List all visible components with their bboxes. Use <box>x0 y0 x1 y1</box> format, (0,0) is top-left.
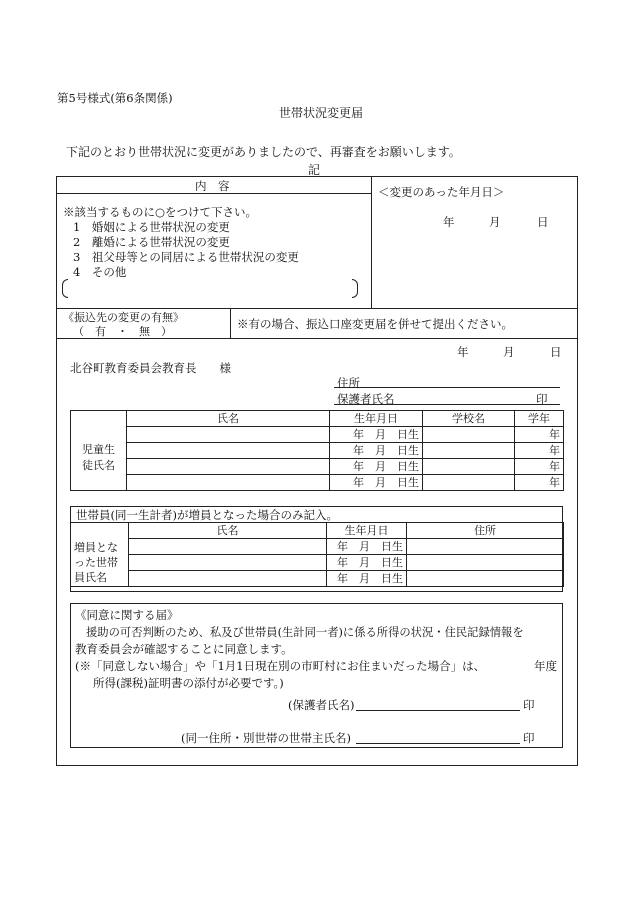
table-row <box>71 459 564 475</box>
consent-guardian-seal: 印 <box>523 698 535 712</box>
consent-line-1: 援助の可否判断のため、私及び世帯員(生計同一者)に係る所得の状況・住民記録情報を <box>86 626 524 639</box>
household-caption: 世帯員(同一生計者)が増員となった場合のみ記入。 <box>76 508 338 522</box>
transfer-divider <box>230 308 231 338</box>
student-birth-cell[interactable]: 年 月 日生 <box>330 427 423 443</box>
consent-guardian-label: (保護者氏名) <box>288 698 355 712</box>
household-name-cell[interactable] <box>129 571 327 587</box>
students-table <box>70 410 564 491</box>
student-grade-cell[interactable]: 年 <box>515 475 564 491</box>
submit-year[interactable]: 年 <box>457 345 469 359</box>
household-name-cell[interactable] <box>129 539 327 555</box>
student-grade-cell[interactable]: 年 <box>515 427 564 443</box>
form-number: 第5号様式(第6条関係) <box>57 91 173 105</box>
page-title: 世帯状況変更届 <box>279 106 364 120</box>
students-corner <box>71 411 127 427</box>
student-school-cell[interactable] <box>423 459 515 475</box>
student-name-cell[interactable] <box>127 475 330 491</box>
students-header-school: 学校名 <box>423 411 515 427</box>
content-divider <box>371 176 372 308</box>
consent-head-seal: 印 <box>523 731 535 745</box>
content-header: 内 容 <box>195 179 230 193</box>
student-name-cell[interactable] <box>127 459 330 475</box>
consent-head-input[interactable] <box>356 743 520 744</box>
ki-label: 記 <box>308 163 321 177</box>
household-table <box>70 522 564 587</box>
household-corner <box>71 523 129 539</box>
transfer-note: ※有の場合、振込口座変更届を併せて提出ください。 <box>237 317 513 331</box>
student-name-cell[interactable] <box>127 427 330 443</box>
change-date-day[interactable]: 日 <box>537 215 549 229</box>
consent-line-4: 所得(課税)証明書の添付が必要です。) <box>93 676 284 690</box>
table-row <box>71 571 564 587</box>
guardian-input[interactable] <box>334 404 560 405</box>
consent-line-2: 教育委員会が確認することに同意します。 <box>75 642 293 656</box>
students-header-grade: 学年 <box>515 411 564 427</box>
table-row <box>71 555 564 571</box>
guardian-label: 保護者氏名 <box>337 392 395 406</box>
household-address-cell[interactable] <box>407 555 564 571</box>
change-date-month[interactable]: 月 <box>489 215 501 229</box>
household-side-label: 増員とな った世帯 員氏名 <box>71 539 129 587</box>
household-birth-cell[interactable]: 年 月 日生 <box>327 555 407 571</box>
household-header-address: 住所 <box>407 523 564 539</box>
submit-month[interactable]: 月 <box>503 345 515 359</box>
content-item-1[interactable]: 1 婚姻による世帯状況の変更 <box>73 220 230 234</box>
submit-day[interactable]: 日 <box>550 345 562 359</box>
address-input[interactable] <box>334 387 560 388</box>
other-bracket-left <box>62 279 68 298</box>
content-item-2[interactable]: 2 離婚による世帯状況の変更 <box>73 235 230 249</box>
student-school-cell[interactable] <box>423 443 515 459</box>
household-header-birth: 生年月日 <box>327 523 407 539</box>
household-header-name: 氏名 <box>129 523 327 539</box>
table-row <box>71 539 564 555</box>
table-row <box>71 475 564 491</box>
consent-line-3: (※「同意しない場合」や「1月1日現在別の市町村にお住まいだった場合」は、 <box>75 659 486 673</box>
students-header-name: 氏名 <box>127 411 330 427</box>
consent-head-label: (同一住所・別世帯の世帯主氏名) <box>181 731 351 745</box>
other-input[interactable] <box>70 280 350 297</box>
student-school-cell[interactable] <box>423 427 515 443</box>
student-name-cell[interactable] <box>127 443 330 459</box>
change-date-year[interactable]: 年 <box>443 215 455 229</box>
household-birth-cell[interactable]: 年 月 日生 <box>327 571 407 587</box>
addressee: 北谷町教育委員会教育長 様 <box>70 361 231 375</box>
content-item-4[interactable]: 4 その他 <box>73 265 127 279</box>
seal-mark: 印 <box>536 392 548 406</box>
household-address-cell[interactable] <box>407 539 564 555</box>
household-birth-cell[interactable]: 年 月 日生 <box>327 539 407 555</box>
students-side-label: 児童生 徒氏名 <box>71 427 127 491</box>
content-item-3[interactable]: 3 祖父母等との同居による世帯状況の変更 <box>73 250 299 264</box>
consent-title: 《同意に関する届》 <box>75 608 179 622</box>
address-label: 住所 <box>337 376 360 390</box>
student-school-cell[interactable] <box>423 475 515 491</box>
intro-text: 下記のとおり世帯状況に変更がありましたので、再審査をお願いします。 <box>66 145 461 159</box>
consent-guardian-input[interactable] <box>356 710 520 711</box>
content-instruction: ※該当するものに○をつけて下さい。 <box>63 205 258 219</box>
students-header-birth: 生年月日 <box>330 411 423 427</box>
table-row <box>71 427 564 443</box>
other-bracket-right <box>352 279 358 298</box>
student-grade-cell[interactable]: 年 <box>515 459 564 475</box>
change-date-header: ＜変更のあった年月日＞ <box>378 185 505 199</box>
consent-year-label: 年度 <box>534 659 557 673</box>
student-birth-cell[interactable]: 年 月 日生 <box>330 459 423 475</box>
table-row <box>71 443 564 459</box>
household-name-cell[interactable] <box>129 555 327 571</box>
student-birth-cell[interactable]: 年 月 日生 <box>330 475 423 491</box>
transfer-options[interactable]: （ 有 ・ 無 ） <box>73 325 172 338</box>
student-grade-cell[interactable]: 年 <box>515 443 564 459</box>
household-address-cell[interactable] <box>407 571 564 587</box>
transfer-label: 《振込先の変更の有無》 <box>63 311 184 324</box>
student-birth-cell[interactable]: 年 月 日生 <box>330 443 423 459</box>
